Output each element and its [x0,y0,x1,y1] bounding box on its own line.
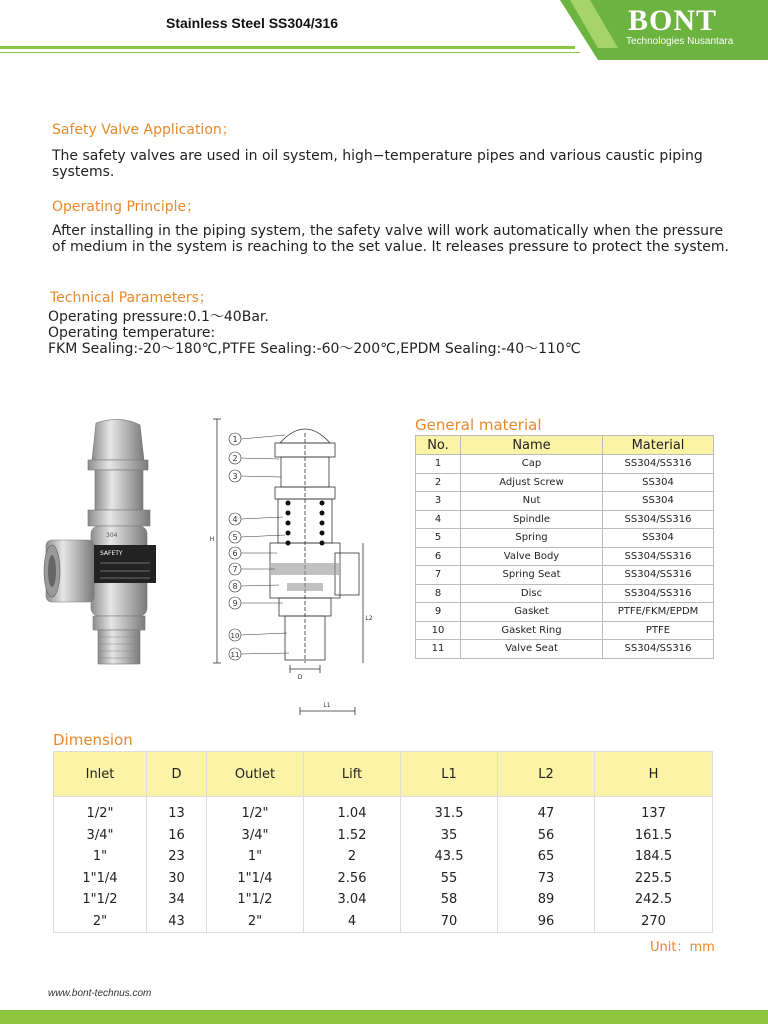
dim-header-outlet: Outlet [207,752,304,797]
dim-cell: 73 [498,868,595,890]
gm-cell-material: SS304 [603,492,714,511]
callout-11: 11 [230,651,240,659]
gm-cell-name: Valve Seat [461,640,603,659]
gm-cell-name: Cap [461,455,603,474]
dim-cell: 1.04 [304,797,401,825]
dim-label-h: H [209,536,215,543]
dim-cell: 3.04 [304,889,401,911]
dim-cell: 30 [147,868,207,890]
dim-label-l1: L1 [323,702,331,709]
dim-label-l2: L2 [365,615,373,622]
page-title: Stainless Steel SS304/316 [166,15,338,31]
gm-cell-name: Spindle [461,510,603,529]
gm-cell-material: SS304/SS316 [603,455,714,474]
gm-cell-no: 7 [416,566,461,585]
gm-header-no: No. [416,436,461,455]
gm-cell-material: SS304/SS316 [603,640,714,659]
dim-cell: 2.56 [304,868,401,890]
dim-cell: 2" [207,911,304,933]
gm-cell-material: SS304/SS316 [603,566,714,585]
dimension-table [53,751,713,933]
gm-row [416,529,714,548]
dim-cell: 43.5 [401,846,498,868]
brand-tagline: Technologies Nusantara [626,36,734,47]
callout-6: 6 [232,549,238,558]
technical-text [48,309,748,357]
callout-3: 3 [232,472,238,481]
photo-plate-text: SAFETY [100,550,123,557]
gm-cell-material: PTFE/FKM/EPDM [603,603,714,622]
callout-4: 4 [232,515,238,524]
general-material-title: General material [415,416,542,434]
dim-cell: 31.5 [401,797,498,825]
dim-header-h: H [595,752,713,797]
dim-cell: 3/4" [207,825,304,847]
dim-header-inlet: Inlet [54,752,147,797]
gm-cell-no: 11 [416,640,461,659]
valve-photo [38,415,168,675]
gm-cell-no: 3 [416,492,461,511]
gm-cell-name: Gasket [461,603,603,622]
callout-5: 5 [232,533,238,542]
dim-header-l1: L1 [401,752,498,797]
gm-header-material: Material [603,436,714,455]
gm-cell-no: 9 [416,603,461,622]
gm-cell-material: PTFE [603,621,714,640]
sealing-line: FKM Sealing:-20～180℃,PTFE Sealing:-60～200℃,EPDM Sealing:-40～110℃ [48,341,581,357]
gm-cell-name: Valve Body [461,547,603,566]
dim-row [54,825,713,847]
dim-header-d: D [147,752,207,797]
dim-row [54,868,713,890]
dim-cell: 1"1/2 [207,889,304,911]
technical-heading: Technical Parameters； [50,290,213,306]
dim-cell: 1"1/2 [54,889,147,911]
dim-cell: 23 [147,846,207,868]
gm-row [416,603,714,622]
gm-cell-no: 5 [416,529,461,548]
application-text: The safety valves are used in oil system, high−temperature pipes and various caustic piping systems. [52,148,703,180]
dim-cell: 1"1/4 [54,868,147,890]
dim-row [54,797,713,825]
gm-cell-material: SS304 [603,473,714,492]
footer-bar [0,1010,768,1024]
dim-cell: 58 [401,889,498,911]
dim-header-lift: Lift [304,752,401,797]
dim-cell: 225.5 [595,868,713,890]
gm-cell-name: Spring [461,529,603,548]
gm-header-name: Name [461,436,603,455]
gm-cell-no: 10 [416,621,461,640]
gm-row [416,584,714,603]
gm-cell-material: SS304/SS316 [603,547,714,566]
footer-url: www.bont-technus.com [48,988,152,999]
dim-cell: 34 [147,889,207,911]
dim-cell: 4 [304,911,401,933]
principle-heading: Operating Principle； [52,199,201,215]
dim-cell: 65 [498,846,595,868]
header-rule-thin [0,52,580,53]
dim-cell: 13 [147,797,207,825]
general-material-table [415,435,714,659]
gm-row [416,473,714,492]
dim-cell: 96 [498,911,595,933]
gm-row [416,640,714,659]
dim-cell: 242.5 [595,889,713,911]
dim-cell: 1" [54,846,147,868]
gm-row [416,547,714,566]
dim-cell: 137 [595,797,713,825]
dim-cell: 270 [595,911,713,933]
gm-row [416,510,714,529]
callout-7: 7 [232,565,238,574]
header-rule [0,46,575,49]
dim-row [54,889,713,911]
gm-row [416,492,714,511]
dim-cell: 47 [498,797,595,825]
temperature-line: Operating temperature: [48,325,216,341]
dim-cell: 16 [147,825,207,847]
dim-cell: 35 [401,825,498,847]
gm-cell-name: Adjust Screw [461,473,603,492]
unit-label: Unit：mm [650,940,715,955]
dim-row [54,846,713,868]
callout-9: 9 [232,599,238,608]
dim-cell: 184.5 [595,846,713,868]
photo-body-mark: 304 [106,532,118,539]
gm-cell-material: SS304/SS316 [603,584,714,603]
gm-row [416,566,714,585]
dim-cell: 1"1/4 [207,868,304,890]
dim-cell: 56 [498,825,595,847]
dim-cell: 161.5 [595,825,713,847]
gm-cell-no: 2 [416,473,461,492]
dim-cell: 1.52 [304,825,401,847]
gm-cell-no: 8 [416,584,461,603]
gm-cell-no: 1 [416,455,461,474]
dim-cell: 1" [207,846,304,868]
gm-row [416,455,714,474]
gm-cell-no: 4 [416,510,461,529]
gm-cell-no: 6 [416,547,461,566]
dim-label-d: D [297,674,303,681]
principle-text: After installing in the piping system, the safety valve will work automatically when the pressure of medium in the system is reaching to the set value. It releases pressure to protect the system. [52,223,729,255]
gm-cell-name: Nut [461,492,603,511]
pressure-line: Operating pressure:0.1～40Bar. [48,309,269,325]
callout-10: 10 [230,632,240,640]
dim-cell: 70 [401,911,498,933]
brand-logo: BONT [628,4,718,37]
dim-header-l2: L2 [498,752,595,797]
dim-cell: 1/2" [54,797,147,825]
callout-1: 1 [232,435,238,444]
dim-cell: 1/2" [207,797,304,825]
valve-drawing [205,413,375,718]
dimension-title: Dimension [53,731,133,749]
gm-cell-material: SS304/SS316 [603,510,714,529]
gm-row [416,621,714,640]
gm-cell-name: Gasket Ring [461,621,603,640]
dim-cell: 2" [54,911,147,933]
gm-cell-name: Disc [461,584,603,603]
dim-cell: 3/4" [54,825,147,847]
gm-cell-name: Spring Seat [461,566,603,585]
callout-8: 8 [232,582,238,591]
dim-cell: 55 [401,868,498,890]
callout-2: 2 [232,454,238,463]
gm-cell-material: SS304 [603,529,714,548]
application-heading: Safety Valve Application； [52,122,236,138]
dim-row [54,911,713,933]
dim-cell: 43 [147,911,207,933]
dim-cell: 2 [304,846,401,868]
dim-cell: 89 [498,889,595,911]
